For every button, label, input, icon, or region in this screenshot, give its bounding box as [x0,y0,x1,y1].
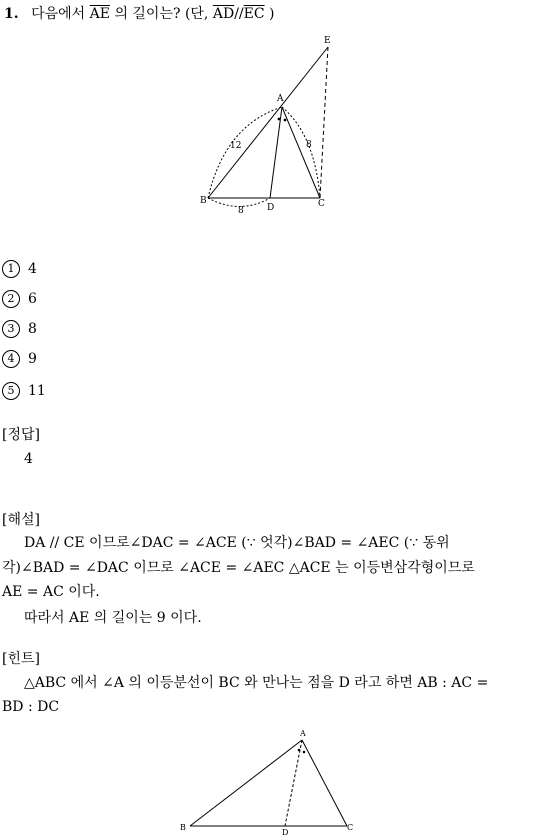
line-ad [270,107,282,198]
triangle-figure-1 [190,30,350,220]
line-ac [302,740,347,826]
label-c: C [347,823,354,832]
line-ab [190,740,302,826]
line-ec-dashed [320,47,328,198]
hint-line-1: △ABC 에서 ∠A 의 이등분선이 BC 와 만나는 점을 D 라고 하면 AB : AC = [24,675,489,691]
hint-heading: [힌트] [2,651,40,667]
segment-ae: $\overline{AE}$ [89,6,110,22]
choice-1[interactable] [2,260,37,278]
parallel-symbol: // [234,6,244,22]
choice-4-value: 9 [28,351,37,367]
label-c: C [318,199,325,209]
choice-2-value: 6 [28,291,37,307]
angle-dot-2 [284,119,287,122]
segment-ec: $\overline{EC}$ [243,6,265,22]
label-length-ac: 8 [306,140,312,150]
label-length-bd: 8 [238,206,244,216]
answer-value: 4 [24,451,33,467]
explanation-line-4: 따라서 AE 의 길이는 9 이다. [24,610,202,626]
choice-3-value: 8 [28,321,37,337]
choice-2[interactable] [2,290,37,308]
explanation-heading: [해설] [2,512,40,528]
answer-heading: [정답] [2,427,40,443]
line-ac [282,107,320,198]
choice-1-marker: 1 [2,260,20,278]
hint-line-2: BD : DC [2,699,60,715]
segment-ad: $\overline{AD}$ [212,6,235,22]
question-number: 1. [4,6,19,22]
label-b: B [200,196,207,206]
question-text-before: 다음에서 [31,6,86,22]
triangle-figure-2 [172,726,362,836]
label-e: E [324,36,331,46]
explanation-line-3: AE = AC 이다. [2,584,100,600]
explanation-line-2: 각)∠BAD = ∠DAC 이므로 ∠ACE = ∠AEC △ACE 는 이등변삼각형이므로 [2,560,475,576]
angle-dot-1 [278,118,281,121]
label-b: B [180,823,186,832]
choice-4[interactable] [2,350,37,368]
choice-4-marker: 4 [2,350,20,368]
question-text-mid: 의 길이는? (단, [114,6,209,22]
choice-5-marker: 5 [2,382,20,400]
question-text-end: ) [269,6,275,22]
angle-dot-1 [298,749,301,752]
choice-3[interactable] [2,320,37,338]
choice-1-value: 4 [28,261,37,277]
line-ad-dashed [285,740,302,826]
angle-dot-2 [303,751,306,754]
choice-2-marker: 2 [2,290,20,308]
choice-3-marker: 3 [2,320,20,338]
label-d: D [282,828,289,836]
choice-5-value: 11 [28,383,46,399]
explanation-line-1: DA // CE 이므로∠DAC = ∠ACE (∵ 엇각)∠BAD = ∠AEC (∵ 동위 [24,535,450,551]
label-length-ab: 12 [230,141,242,151]
label-a: A [277,94,284,104]
question-line [4,3,274,23]
choice-5[interactable] [2,382,46,400]
label-d: D [267,203,275,213]
label-a: A [300,729,306,738]
